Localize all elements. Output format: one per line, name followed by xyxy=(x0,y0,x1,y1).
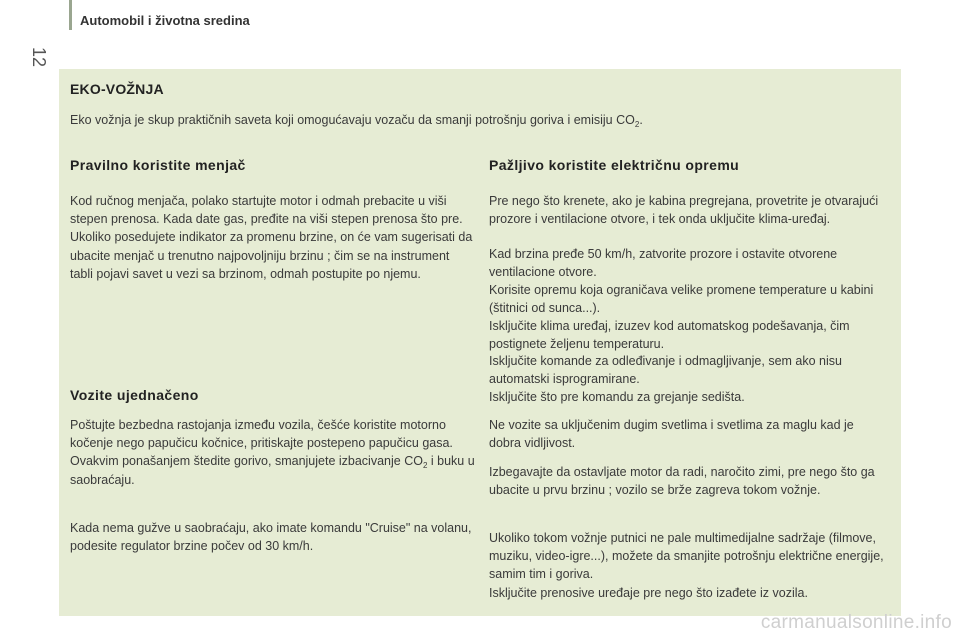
intro-subscript: 2 xyxy=(634,120,640,129)
intro-text: Eko vožnja je skup praktičnih saveta koji omogućavaju vozaču da smanji potrošnju goriva i emisiju CO xyxy=(70,113,635,127)
electric-paragraph: Isključite što pre komandu za grejanje sedišta. xyxy=(489,390,745,404)
watermark: carmanualsonline.info xyxy=(760,612,952,633)
smooth-driving-heading: Vozite ujednačeno xyxy=(70,387,199,403)
gearbox-paragraph: Kod ručnog menjača, polako startujte motor i odmah prebacite u viši stepen prenosa. Kada date gas, pređite na viši stepen prenosa što pre. Ukoliko posedujete indikator za promenu brzine, on će vam sugerisati da ubacite menjač u trenutno najpovoljniju brzinu ; čim se na instrument tabli pojavi savet u vezi sa brzinom, odmah postupite po njemu. xyxy=(70,194,473,281)
electric-paragraph: Pre nego što krenete, ako je kabina pregrejana, provetrite je otvarajući prozore i ventilacione otvore, i tek onda uključite klima-uređaj. xyxy=(489,194,879,227)
smooth-subscript: 2 xyxy=(422,461,428,471)
electric-heading: Pažljivo koristite električnu opremu xyxy=(489,157,740,173)
electric-paragraph: Izbegavajte da ostavljate motor da radi, naročito zimi, pre nego što ga ubacite u prvu brzinu ; vozilo se brže zagreva tokom vožnje. xyxy=(489,465,875,498)
smooth-text-b: i buku u saobraćaju. xyxy=(70,454,475,487)
chapter-header: Automobil i životna sredina xyxy=(80,13,250,28)
smooth-driving-paragraph-1 xyxy=(70,416,475,489)
smooth-text-a: Poštujte bezbedna rastojanja između vozila, češće koristite motorno kočenje nego papučicu kočnice, pritiskajte postepeno papučicu gasa. Ovakvim ponašanjem štedite gorivo, smanjujete izbacivanje CO xyxy=(70,418,453,469)
electric-paragraph: Ne vozite sa uključenim dugim svetlima i svetlima za maglu kad je dobra vidljivost. xyxy=(489,418,854,451)
main-heading: EKO-VOŽNJA xyxy=(70,81,164,97)
intro-end: . xyxy=(639,113,643,127)
electric-paragraph: Isključite prenosive uređaje pre nego što izađete iz vozila. xyxy=(489,586,808,600)
page-number: 12 xyxy=(29,46,49,68)
header-accent-bar xyxy=(69,0,72,30)
electric-paragraph: Isključite klima uređaj, izuzev kod automatskog podešavanja, čim postignete željenu temperaturu. xyxy=(489,319,850,352)
electric-paragraph: Korisite opremu koja ograničava velike promene temperature u kabini (štitnici od sunca...). xyxy=(489,283,874,316)
electric-paragraph: Kad brzina pređe 50 km/h, zatvorite prozore i ostavite otvorene ventilacione otvore. xyxy=(489,247,838,280)
gearbox-heading: Pravilno koristite menjač xyxy=(70,157,246,173)
smooth-driving-paragraph-2: Kada nema gužve u saobraćaju, ako imate komandu "Cruise" na volanu, podesite regulator brzine počev od 30 km/h. xyxy=(70,521,472,554)
electric-paragraph: Isključite komande za odleđivanje i odmagljivanje, sem ako nisu automatski isprogramirane. xyxy=(489,354,842,387)
electric-paragraph: Ukoliko tokom vožnje putnici ne pale multimedijalne sadržaje (filmove, muziku, video-igre...), možete da smanjite potrošnju električne energije, samim tim i goriva. xyxy=(489,531,884,582)
intro-paragraph xyxy=(70,111,890,129)
